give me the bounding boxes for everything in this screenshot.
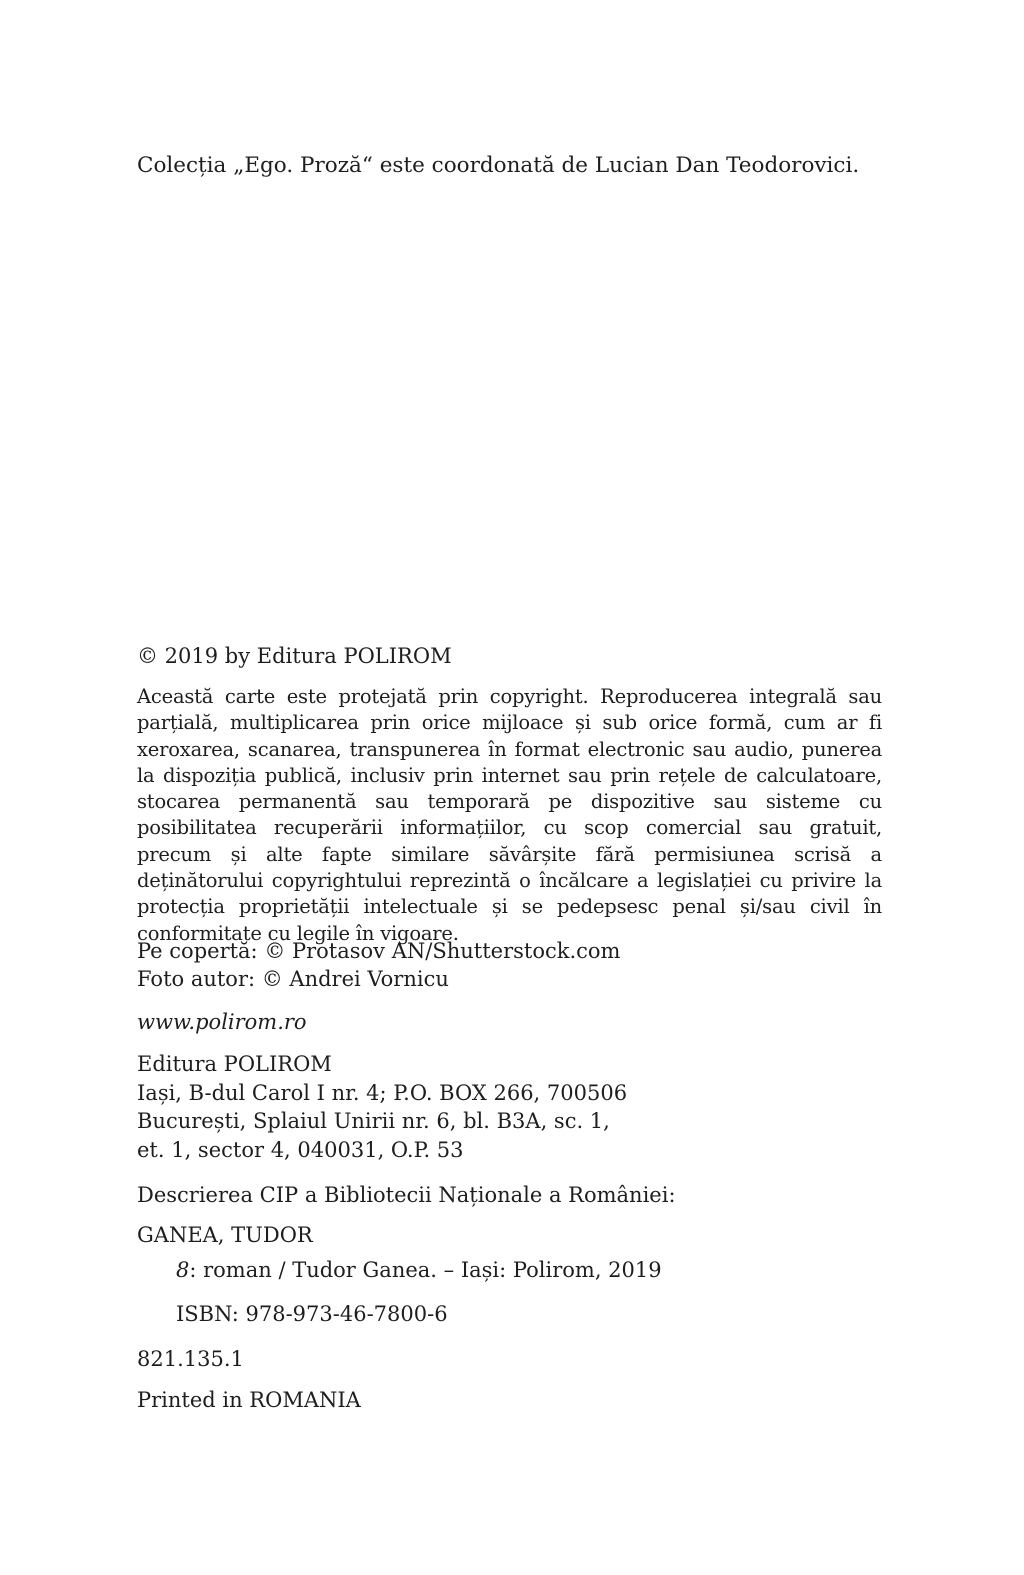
cip-title: 8 xyxy=(176,1258,190,1282)
author-photo-credit: Foto autor: © Andrei Vornicu xyxy=(137,967,449,991)
classification-code: 821.135.1 xyxy=(137,1347,244,1371)
publisher-address xyxy=(137,1050,627,1164)
legal-notice: Această carte este protejată prin copyright. Reproducerea integrală sau parțială, multiplicarea prin orice mijloace și sub orice formă, cum ar fi xeroxarea, scanarea, transpunerea în format electronic sau audio, punerea la dispoziția publică, inclusiv prin internet sau prin rețele de calculatoare, stocarea permanentă sau temporară pe dispozitive sau sisteme cu posibilitatea recuperării informațiilor, cu scop comercial sau gratuit, precum și alte fapte similare săvârșite fără permisiunea scrisă a deținătorului copyrightului reprezintă o încălcare a legislației cu privire la protecția proprietății intelectuale și se pedepsesc penal și/sau civil în conformitate cu legile în vigoare. xyxy=(137,685,882,945)
collection-note: Colecția „Ego. Proză“ este coordonată de Lucian Dan Teodorovici. xyxy=(137,153,860,178)
address-bucuresti-line-1: București, Splaiul Unirii nr. 6, bl. B3A, sc. 1, xyxy=(137,1109,610,1133)
publisher-name: Editura POLIROM xyxy=(137,1052,332,1076)
image-credits xyxy=(137,937,620,993)
cover-credit: Pe copertă: © Protasov AN/Shutterstock.com xyxy=(137,939,621,963)
address-iasi: Iași, B-dul Carol I nr. 4; P.O. BOX 266, 700506 xyxy=(137,1080,628,1105)
cip-title-line xyxy=(176,1257,662,1284)
address-bucuresti-line-2: et. 1, sector 4, 040031, O.P. 53 xyxy=(137,1137,464,1162)
printed-in: Printed in ROMANIA xyxy=(137,1388,361,1412)
isbn: ISBN: 978-973-46-7800-6 xyxy=(176,1302,448,1326)
cip-heading: Descrierea CIP a Bibliotecii Naționale a României: xyxy=(137,1183,676,1207)
website-link[interactable]: www.polirom.ro xyxy=(137,1010,307,1034)
copyright-line: © 2019 by Editura POLIROM xyxy=(137,644,452,668)
cip-title-details: : roman / Tudor Ganea. – Iași: Polirom, 2019 xyxy=(189,1258,662,1282)
cip-author: GANEA, TUDOR xyxy=(137,1223,313,1247)
